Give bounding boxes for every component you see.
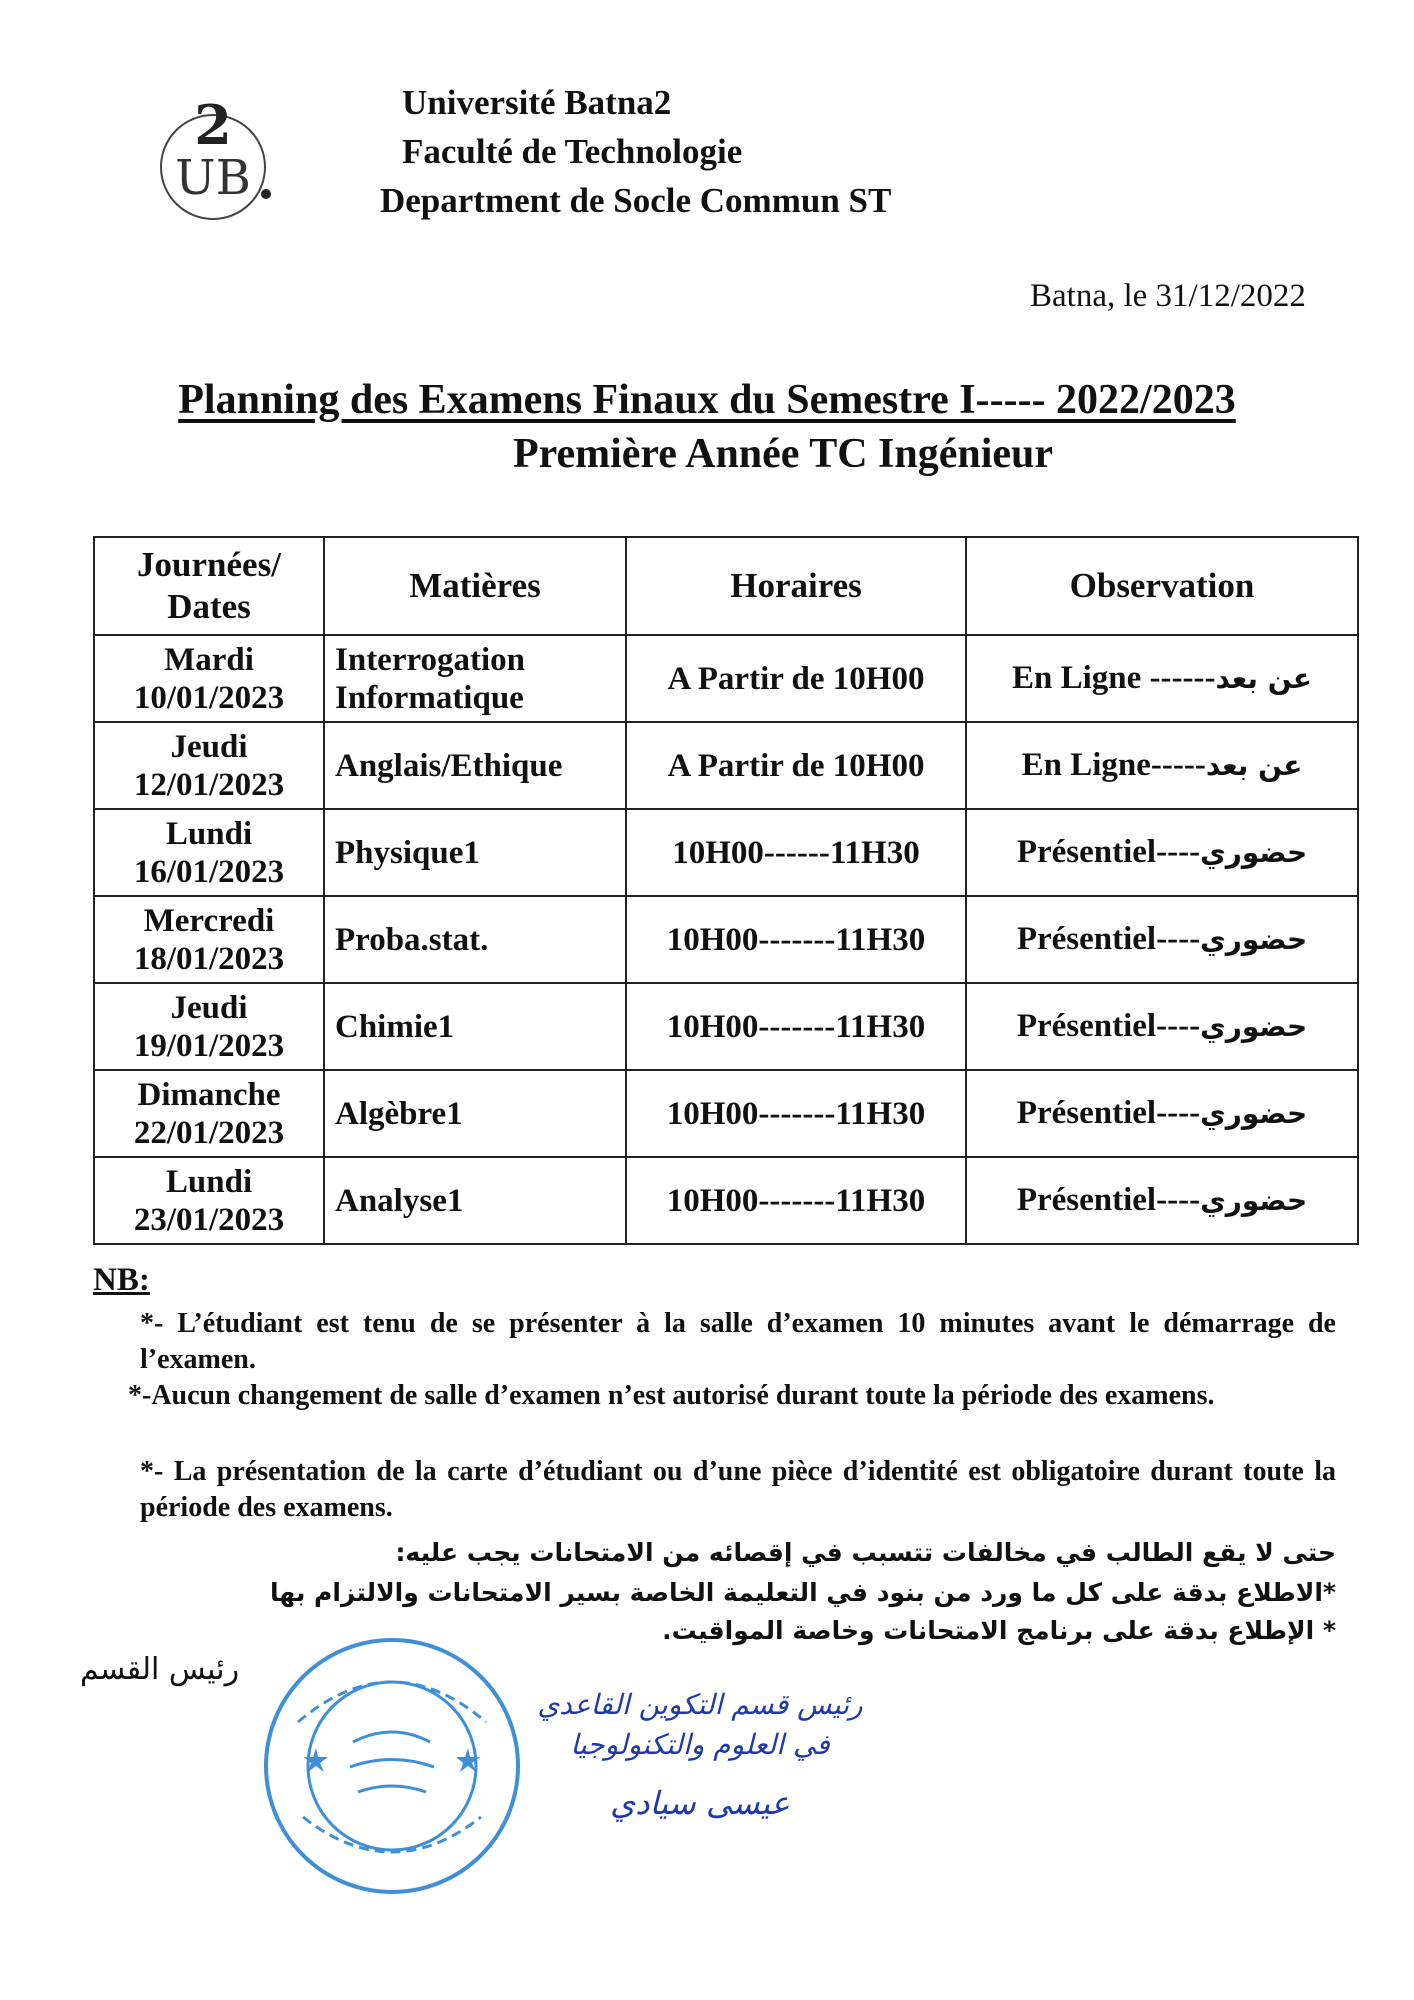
exam-schedule-table [93, 536, 1359, 1245]
observation-cell [966, 635, 1358, 722]
official-stamp [258, 1632, 526, 1900]
date-cell [94, 1157, 324, 1244]
date-cell [94, 896, 324, 983]
signature-block [530, 1685, 870, 1823]
exam-date: 16/01/2023 [133, 853, 285, 890]
signature-line-2: في العلوم والتكنولوجيا [570, 1728, 830, 1761]
observation-cell [966, 809, 1358, 896]
observation-cell [966, 896, 1358, 983]
observation-fr: Présentiel---- [1016, 1182, 1201, 1218]
date-cell [94, 983, 324, 1070]
subject-cell: Algèbre1 [324, 1070, 626, 1157]
arabic-note: حتى لا يقع الطالب في مخالفات تتسبب في إقصائه من الامتحانات يجب عليه: [395, 1538, 1336, 1567]
day-name: Dimanche [137, 1076, 281, 1113]
exam-date: 18/01/2023 [133, 940, 285, 977]
observation-fr: En Ligne ------ [1011, 660, 1216, 696]
date-cell [94, 722, 324, 809]
time-cell: A Partir de 10H00 [626, 635, 966, 722]
table-row [94, 722, 1358, 809]
time-cell: 10H00-------11H30 [626, 1070, 966, 1157]
note-item: *- La présentation de la carte d’étudiant ou d’une pièce d’identité est obligatoire durant toute la période des examens. [140, 1456, 1336, 1523]
department-head-label: رئيس القسم [80, 1652, 240, 1687]
exam-date: 22/01/2023 [133, 1114, 285, 1151]
time-cell: 10H00-------11H30 [626, 896, 966, 983]
table-row [94, 635, 1358, 722]
subject-cell: Proba.stat. [324, 896, 626, 983]
time-cell: 10H00------11H30 [626, 809, 966, 896]
subject-cell: Chimie1 [324, 983, 626, 1070]
university-batna2-logo-icon [138, 82, 288, 232]
day-name: Lundi [165, 815, 253, 852]
official-stamp-icon [258, 1632, 526, 1900]
time-cell: 10H00-------11H30 [626, 1157, 966, 1244]
observation-fr: En Ligne----- [1021, 747, 1206, 783]
exam-date: 10/01/2023 [133, 679, 285, 716]
department-name: Department de Socle Commun ST [380, 181, 892, 220]
observation-fr: Présentiel---- [1016, 921, 1201, 957]
day-name: Jeudi [170, 728, 248, 765]
university-logo [138, 82, 288, 232]
observation-cell [966, 983, 1358, 1070]
time-cell: A Partir de 10H00 [626, 722, 966, 809]
title-line-1: Planning des Examens Finaux du Semestre I----- 2022/2023 [178, 377, 1236, 423]
observation-ar: حضوري [1200, 836, 1308, 869]
date-cell [94, 809, 324, 896]
day-name: Mercredi [143, 902, 275, 939]
table-row [94, 1157, 1358, 1244]
arabic-note: *الاطلاع بدقة على كل ما ورد من بنود في التعليمة الخاصة بسير الامتحانات والالتزام بها [270, 1578, 1336, 1607]
signature-line-1: رئيس قسم التكوين القاعدي [537, 1688, 863, 1721]
table-row [94, 983, 1358, 1070]
observation-cell [966, 1157, 1358, 1244]
observation-ar: عن بعد [1205, 749, 1303, 782]
observation-ar: حضوري [1200, 1184, 1308, 1217]
document-title [0, 376, 1414, 424]
header-observation: Observation [966, 537, 1358, 635]
table-row [94, 896, 1358, 983]
header-dates: Journées/ Dates [94, 537, 324, 635]
subject-cell: Analyse1 [324, 1157, 626, 1244]
signature-name: عيسى سيادي [610, 1784, 790, 1822]
observation-fr: Présentiel---- [1016, 834, 1201, 870]
subject-cell: Anglais/Ethique [324, 722, 626, 809]
observation-ar: حضوري [1200, 923, 1308, 956]
date-cell [94, 1070, 324, 1157]
table-row [94, 1070, 1358, 1157]
day-name: Lundi [165, 1163, 253, 1200]
exam-date: 12/01/2023 [133, 766, 285, 803]
note-item: *- L’étudiant est tenu de se présenter à la salle d’examen 10 minutes avant le démarrage de l’examen. [140, 1308, 1336, 1375]
exam-date: 19/01/2023 [133, 1027, 285, 1064]
arabic-note: * الإطلاع بدقة على برنامج الامتحانات وخاصة المواقيت. [662, 1616, 1336, 1645]
observation-cell [966, 722, 1358, 809]
observation-fr: Présentiel---- [1016, 1095, 1201, 1131]
faculty-name: Faculté de Technologie [402, 132, 743, 171]
svg-text:UB: UB [175, 150, 251, 206]
exam-date: 23/01/2023 [133, 1201, 285, 1238]
observation-fr: Présentiel---- [1016, 1008, 1201, 1044]
time-cell: 10H00-------11H30 [626, 983, 966, 1070]
observation-cell [966, 1070, 1358, 1157]
table-row [94, 809, 1358, 896]
observation-ar: عن بعد [1215, 662, 1313, 695]
observation-ar: حضوري [1200, 1097, 1308, 1130]
day-name: Mardi [164, 641, 254, 678]
university-name: Université Batna2 [402, 83, 672, 122]
table-header-row [94, 537, 1358, 635]
header-times: Horaires [626, 537, 966, 635]
nb-label: NB: [93, 1262, 150, 1298]
svg-text:2: 2 [194, 93, 232, 157]
institution-header [380, 78, 891, 225]
subject-cell: Interrogation Informatique [324, 635, 626, 722]
document-subtitle: Première Année TC Ingénieur [512, 431, 1054, 477]
observation-ar: حضوري [1200, 1010, 1308, 1043]
subject-cell: Physique1 [324, 809, 626, 896]
note-item: *-Aucun changement de salle d’examen n’est autorisé durant toute la période des examens. [128, 1380, 1215, 1411]
document-date: Batna, le 31/12/2022 [1030, 278, 1306, 314]
header-subjects: Matières [324, 537, 626, 635]
date-cell [94, 635, 324, 722]
day-name: Jeudi [170, 989, 248, 1026]
